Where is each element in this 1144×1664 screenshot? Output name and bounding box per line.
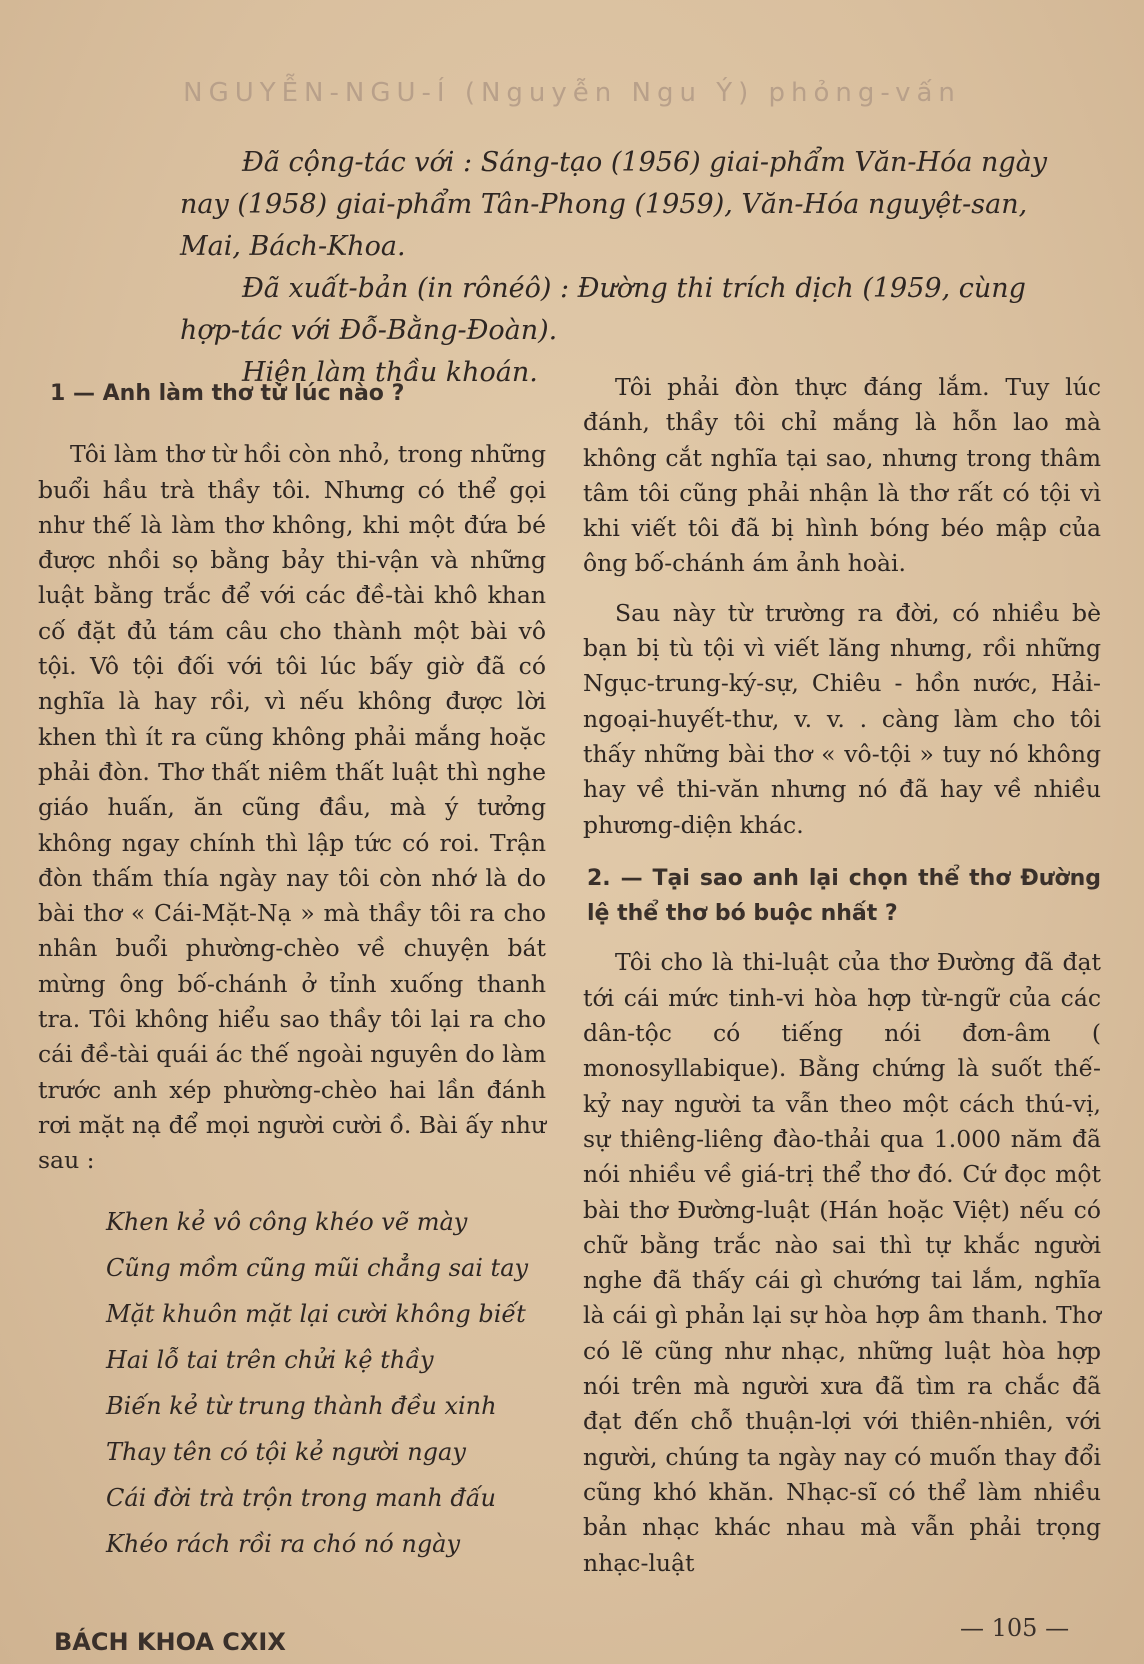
poem-line: Biến kẻ từ trung thành đều xinh bbox=[106, 1391, 497, 1420]
answer-1-conclusion: Sau này từ trường ra đời, có nhiều bè bạn bị tù tội vì viết lăng nhưng, rồi những Ngục-trung-ký-sự, Chiêu - hồn nước, Hải-ngoại-huyết-thư, v. v. . càng làm cho tôi thấy những bài thơ « vô-tội » tuy nó không hay về thi-văn nhưng nó đã hay về nhiều phương-diện khác. bbox=[583, 598, 1101, 839]
poem-line: Cái đời trà trộn trong manh đấu bbox=[106, 1483, 496, 1512]
page-header: NGUYỄN-NGU-Í (Nguyễn Ngu Ý) phỏng-vấn bbox=[183, 78, 961, 108]
question-2: 2. — Tại sao anh lại chọn thể thơ Đường lệ thể thơ bó buộc nhất ? bbox=[587, 865, 1101, 927]
question-1: 1 — Anh làm thơ từ lúc nào ? bbox=[50, 381, 405, 406]
left-column bbox=[38, 376, 546, 1567]
answer-1-continued: Tôi phải đòn thực đáng lắm. Tuy lúc đánh, thầy tôi chỉ mắng là hỗn lao mà không cắt nghĩa tại sao, nhưng trong thâm tâm tôi cũng phải nhận là thơ rất có tội vì khi viết tôi đã bị hình bóng béo mập của ông bố-chánh ám ảnh hoài. bbox=[583, 373, 1101, 578]
magazine-footer: BÁCH KHOA CXIX bbox=[54, 1628, 286, 1656]
poem-line: Thay tên có tội kẻ người ngay bbox=[106, 1437, 466, 1466]
poem-line: Mặt khuôn mặt lại cười không biết bbox=[106, 1299, 526, 1328]
poem-line: Khen kẻ vô công khéo vẽ mày bbox=[106, 1207, 468, 1236]
poem-line: Khéo rách rồi ra chó nó ngày bbox=[106, 1529, 461, 1558]
answer-2-paragraph: Tôi cho là thi-luật của thơ Đường đã đạt tới cái mức tinh-vi hòa hợp từ-ngữ của các dân-tộc có tiếng nói đơn-âm ( monosyllabique). Bằng chứng là suốt thế-kỷ nay người ta vẫn theo một cách thú-vị, sự thiêng-liêng đào-thải qua 1.000 năm đã nói nhiều về giá-trị thể thơ đó. Cứ đọc một bài thơ Đường-luật (Hán hoặc Việt) nếu có chữ bằng trắc nào sai thì tự khắc người nghe đã thấy cái gì chướng tai lắm, nghĩa là cái gì phản lại sự hòa hợp âm thanh. Thơ có lẽ cũng như nhạc, những luật hòa hợp nói trên mà người xưa đã tìm ra chắc đã đạt đến chỗ thuận-lợi với thiên-nhiên, với người, chúng ta ngày nay có muốn thay đổi cũng khó khăn. Nhạc-sĩ có thể làm nhiều bản nhạc khác nhau mà vẫn phải trọng nhạc-luật bbox=[583, 948, 1101, 1577]
poem bbox=[106, 1199, 546, 1567]
right-column bbox=[583, 370, 1101, 1581]
page-number: — 105 — bbox=[960, 1614, 1070, 1642]
bio-publications: Đã xuất-bản (in rônéô) : Đường thi trích dịch (1959, cùng hợp-tác với Đỗ-Bằng-Đoàn). bbox=[180, 273, 1026, 346]
bio-occupation: Hiện làm thầu khoán. bbox=[242, 357, 538, 388]
author-bio bbox=[180, 142, 1080, 394]
bio-collaborations: Đã cộng-tác với : Sáng-tạo (1956) giai-phẩm Văn-Hóa ngày nay (1958) giai-phẩm Tân-Phong (1959), Văn-Hóa nguyệt-san, Mai, Bách-Khoa. bbox=[180, 147, 1048, 262]
poem-line: Hai lỗ tai trên chửi kệ thầy bbox=[106, 1345, 434, 1374]
answer-1-paragraph: Tôi làm thơ từ hồi còn nhỏ, trong những buổi hầu trà thầy tôi. Nhưng có thể gọi như thế là làm thơ không, khi một đứa bé được nhồi sọ bằng bảy thi-vận và những luật bằng trắc để với các đề-tài khô khan cố đặt đủ tám câu cho thành một bài vô tội. Vô tội đối với tôi lúc bấy giờ đã có nghĩa là hay rồi, vì nếu không được lời khen thì ít ra cũng không phải mắng hoặc phải đòn. Thơ thất niêm thất luật thì nghe giáo huấn, ăn cũng đầu, mà ý tưởng không ngay chính thì lập tức có roi. Trận đòn thấm thía ngày nay tôi còn nhớ là do bài thơ « Cái-Mặt-Nạ » mà thầy tôi ra cho nhân buổi phường-chèo về chuyện bát mừng ông bố-chánh ở tỉnh xuống thanh tra. Tôi không hiểu sao thầy tôi lại ra cho cái đề-tài quái ác thế ngoài nguyên do làm trước anh xép phường-chèo hai lần đánh rơi mặt nạ để mọi người cười ồ. Bài ấy như sau : bbox=[38, 440, 546, 1175]
poem-line: Cũng mồm cũng mũi chẳng sai tay bbox=[106, 1253, 529, 1282]
